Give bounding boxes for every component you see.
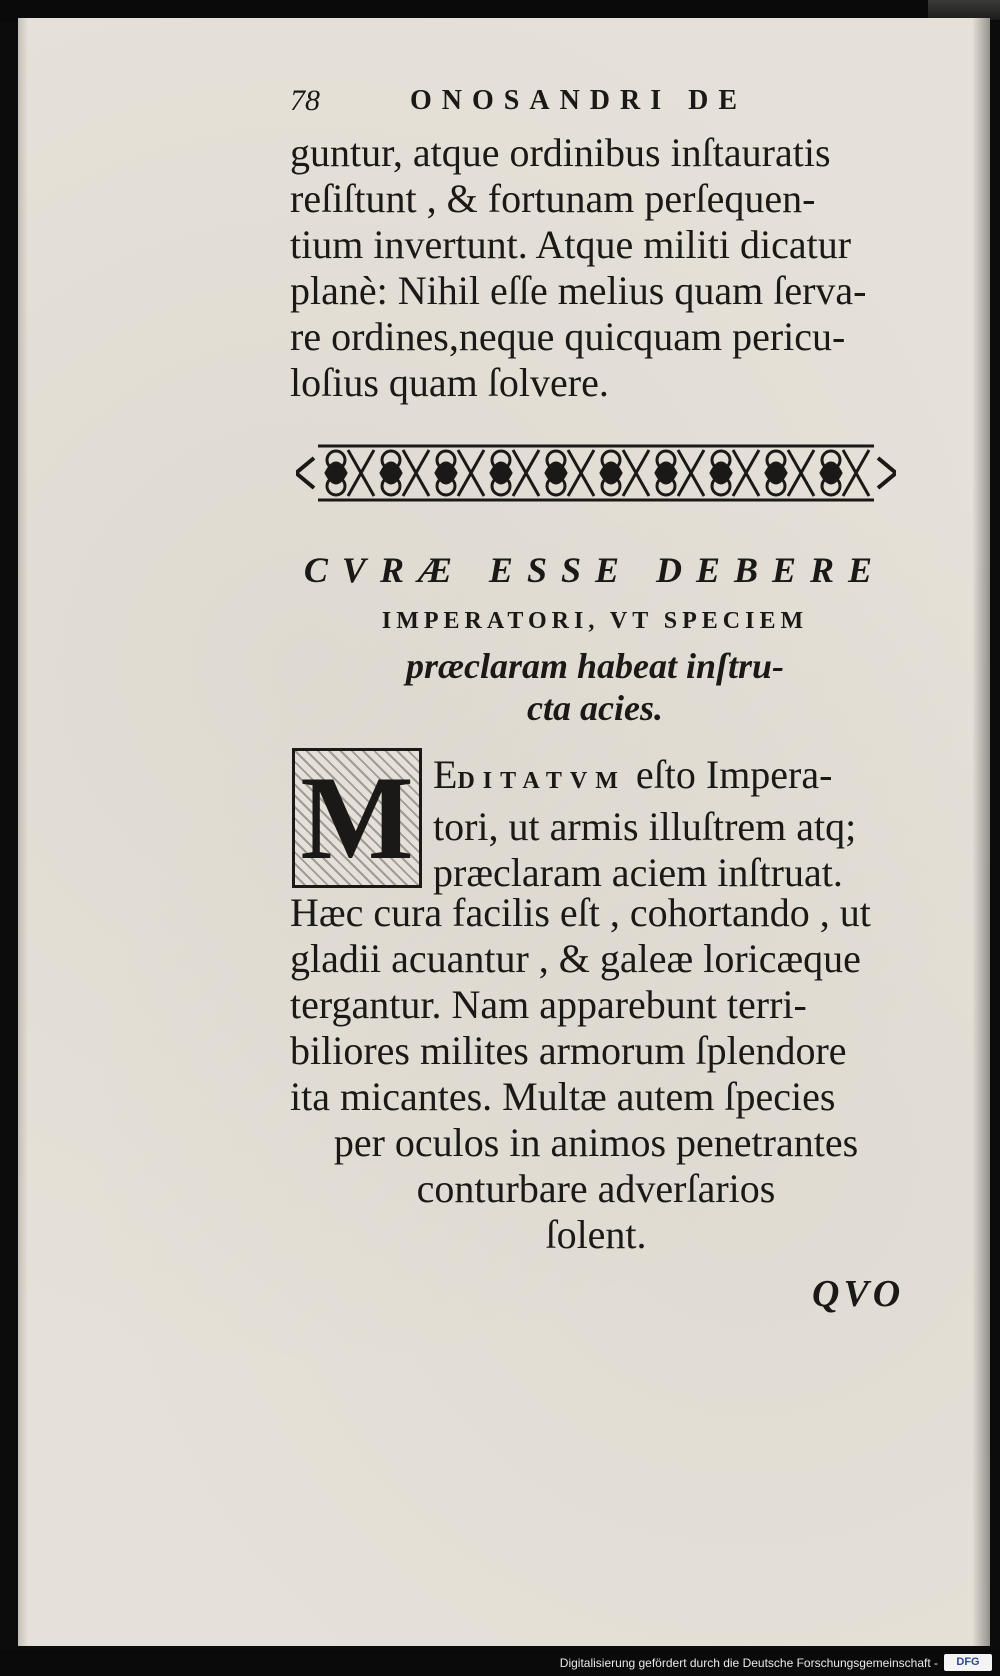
text-line: conturbare adverſarios <box>416 1166 776 1211</box>
ornamental-initial-icon <box>292 748 422 888</box>
text-line: tergantur. Nam apparebunt terri- <box>290 982 807 1027</box>
fleuron-band-icon <box>296 438 896 508</box>
first-line-rest: eſto Impera- <box>635 752 833 797</box>
chapter-heading-caps: IMPERATORI, VT SPECIEM <box>381 608 809 634</box>
text-line: ita micantes. Multæ autem ſpecies <box>290 1074 836 1119</box>
page-shadow-right <box>972 18 990 1646</box>
scan-corner-tab <box>928 0 1000 20</box>
text-line: ſolent. <box>545 1212 647 1257</box>
text-line: guntur, atque ordinibus inſtauratis <box>290 130 831 175</box>
text-line: planè: Nihil eſſe melius quam ſerva- <box>290 268 867 313</box>
running-head <box>290 80 850 122</box>
page-shadow-left <box>18 18 28 1646</box>
text-line: re ordines,neque quicquam pericu- <box>290 314 846 359</box>
digitization-credit: Digitalisierung gefördert durch die Deutsche Forschungsgemeinschaft - <box>559 1656 938 1670</box>
paragraph-body <box>290 890 902 1120</box>
text-line: biliores milites armorum ſplendore <box>290 1028 847 1073</box>
text-line: tium invertunt. Atque militi dicatur <box>290 222 852 267</box>
text-line: reſiſtunt , & fortunam perſequen- <box>290 176 816 221</box>
running-title: ONOSANDRI DE <box>410 85 748 116</box>
paragraph-top <box>290 130 900 406</box>
text-line: tori, ut armis illuſtrem atq; <box>433 804 857 849</box>
chapter-heading-title: CVRÆ ESSE DEBERE <box>303 550 887 590</box>
text-line <box>433 752 903 804</box>
paragraph-body-tapered <box>290 1120 902 1258</box>
text-line: per oculos in animos penetrantes <box>333 1120 859 1165</box>
catchword: QVO <box>812 1273 905 1315</box>
text-line: Hæc cura facilis eſt , cohortando , ut <box>290 890 871 935</box>
text-line: gladii acuantur , & galeæ loricæque <box>290 936 861 981</box>
chapter-heading-subtitle <box>290 645 900 729</box>
text-line: loſius quam ſolvere. <box>290 360 609 405</box>
page-number: 78 <box>290 84 320 117</box>
heading-line: cta acies. <box>527 688 663 728</box>
first-word-cap: E <box>433 752 458 797</box>
dfg-logo: DFG <box>944 1654 992 1671</box>
text-line: præclaram aciem inſtruat. <box>433 850 843 895</box>
first-word-smallcaps: DITATVM <box>457 768 626 794</box>
heading-line: præclaram habeat inſtru- <box>405 646 785 686</box>
paragraph-body-indented <box>433 752 903 896</box>
drop-cap-letter: M <box>295 751 419 885</box>
